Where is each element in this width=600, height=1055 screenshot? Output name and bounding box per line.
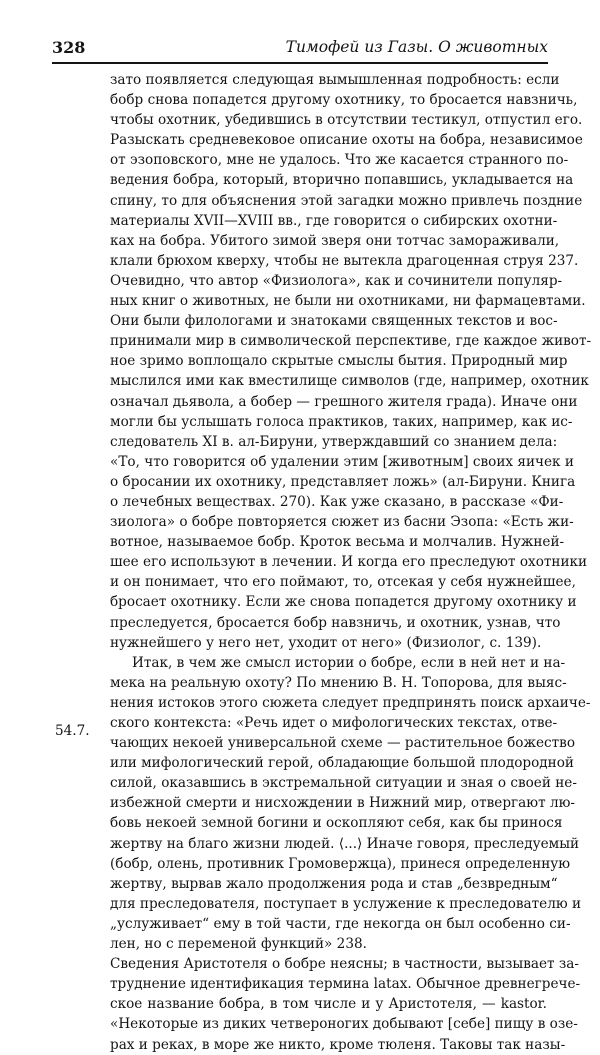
text-line: шее его используют в лечении. И когда его преследуют охотники [110, 554, 588, 571]
text-line: спину, то для объяснения этой загадки можно привлечь поздние [110, 192, 583, 209]
header-rule [52, 62, 548, 64]
text-line: ных книг о животных, не были ни охотниками, ни фармацевтами. [110, 293, 586, 310]
text-line: Они были филологами и знатоками священных текстов и вос- [110, 313, 558, 330]
text-line: могли бы услышать голоса практиков, таких, например, как ис- [110, 413, 573, 430]
text-line: силой, оказавшись в экстремальной ситуации и зная о своей не- [110, 775, 577, 792]
text-line: жертву на благо жизни людей. ⟨...⟩ Иначе говоря, преследуемый [110, 835, 580, 852]
text-line: мыслился ими как вместилище символов (где, например, охотник [110, 373, 589, 390]
text-line: Итак, в чем же смысл истории о бобре, если в ней нет и на- [132, 654, 566, 671]
text-line: вотное, называемое бобр. Кроток весьма и молчалив. Нужней- [110, 534, 565, 551]
text-line: или мифологический герой, обладающие большой плодородной [110, 755, 574, 772]
text-line: нения истоков этого сюжета следует предпринять поиск архаиче- [110, 694, 591, 711]
text-line: о лечебных веществах. 270). Как уже сказано, в рассказе «Фи- [110, 493, 564, 510]
text-line: материалы XVII—XVIII вв., где говорится о сибирских охотни- [110, 212, 558, 229]
text-line: лен, но с переменой функций» 238. [110, 936, 367, 953]
text-line: клали брюхом кверху, чтобы не вытекла драгоценная струя 237. [110, 252, 579, 269]
text-line: означал дьявола, а бобер — грешного жителя града). Иначе они [110, 393, 578, 410]
text-line: от эзоповского, мне не удалось. Что же касается странного по- [110, 152, 569, 169]
text-line: зиолога» о бобре повторяется сюжет из басни Эзопа: «Есть жи- [110, 514, 574, 531]
body-text [110, 70, 592, 1055]
text-line: ское название бобра, в том числе и у Аристотеля, — kastor. [110, 996, 547, 1013]
text-line: жертву, вырвав жало продолжения рода и став „безвредным“ [110, 875, 558, 892]
running-title: Тимофей из Газы. О животных [285, 38, 548, 56]
text-line: (бобр, олень, противник Громовержца), принеся определенную [110, 855, 571, 872]
page-number: 328 [52, 38, 86, 57]
text-line: Разыскать средневековое описание охоты на бобра, независимое [110, 132, 583, 149]
text-line: о бросании их охотнику, представляет ложь» (ал-Бируни. Книга [110, 473, 576, 490]
text-line: зато появляется следующая вымышленная подробность: если [110, 72, 560, 88]
text-line: бросает охотнику. Если же снова попадется другому охотнику и [110, 594, 577, 611]
text-line: и он понимает, что его поймают, то, отсекая у себя нужнейшее, [110, 574, 576, 591]
text-line: труднение идентификация термина latax. Обычное древнегрече- [110, 976, 581, 993]
text-line: нужнейшего у него нет, уходит от него» (Физиолог, с. 139). [110, 634, 542, 651]
text-line: „услуживает“ ему в той части, где некогда он был особенно си- [110, 915, 571, 932]
text-line: Сведения Аристотеля о бобре неясны; в частности, вызывает за- [110, 956, 579, 973]
text-line: «Некоторые из диких четвероногих добывают [себе] пищу в озе- [110, 1016, 578, 1033]
text-line: Очевидно, что автор «Физиолога», как и сочинители популяр- [110, 272, 563, 289]
text-line: бобр снова попадется другому охотнику, то бросается навзничь, [110, 92, 578, 109]
text-line: чающих некоей универсальной схеме — растительное божество [110, 735, 576, 752]
text-line: для преследователя, поступает в услужение к преследователю и [110, 895, 582, 912]
text-line: ках на бобра. Убитого зимой зверя они тотчас замораживали, [110, 232, 560, 249]
text-line: бовь некоей земной богини и оскопляют себя, как бы принося [110, 815, 563, 832]
text-line: «То, что говорится об удалении этим [животным] своих яичек и [110, 453, 574, 470]
text-line: рах и реках, в море же никто, кроме тюленя. Таковы так назы- [110, 1036, 566, 1053]
text-line: ского контекста: «Речь идет о мифологических текстах, отве- [110, 715, 558, 731]
page-header [52, 38, 548, 60]
text-line: ное зримо воплощало скрытые смыслы бытия. Природный мир [110, 353, 568, 370]
text-line: чтобы охотник, убедившись в отсутствии тестикул, отпустил его. [110, 112, 583, 129]
section-number: 54.7. [55, 723, 90, 739]
text-line: преследуется, бросается бобр навзничь, и охотник, узнав, что [110, 614, 561, 631]
text-line: следователь XI в. ал-Бируни, утверждавший со знанием дела: [110, 433, 558, 450]
text-line: избежной смерти и нисхождении в Нижний мир, отвергают лю- [110, 795, 576, 812]
text-line: мека на реальную охоту? По мнению В. Н. Топорова, для выяс- [110, 674, 567, 691]
text-line: принимали мир в символической перспективе, где каждое живот- [110, 333, 592, 350]
text-line: ведения бобра, который, вторично попавшись, укладывается на [110, 172, 574, 189]
